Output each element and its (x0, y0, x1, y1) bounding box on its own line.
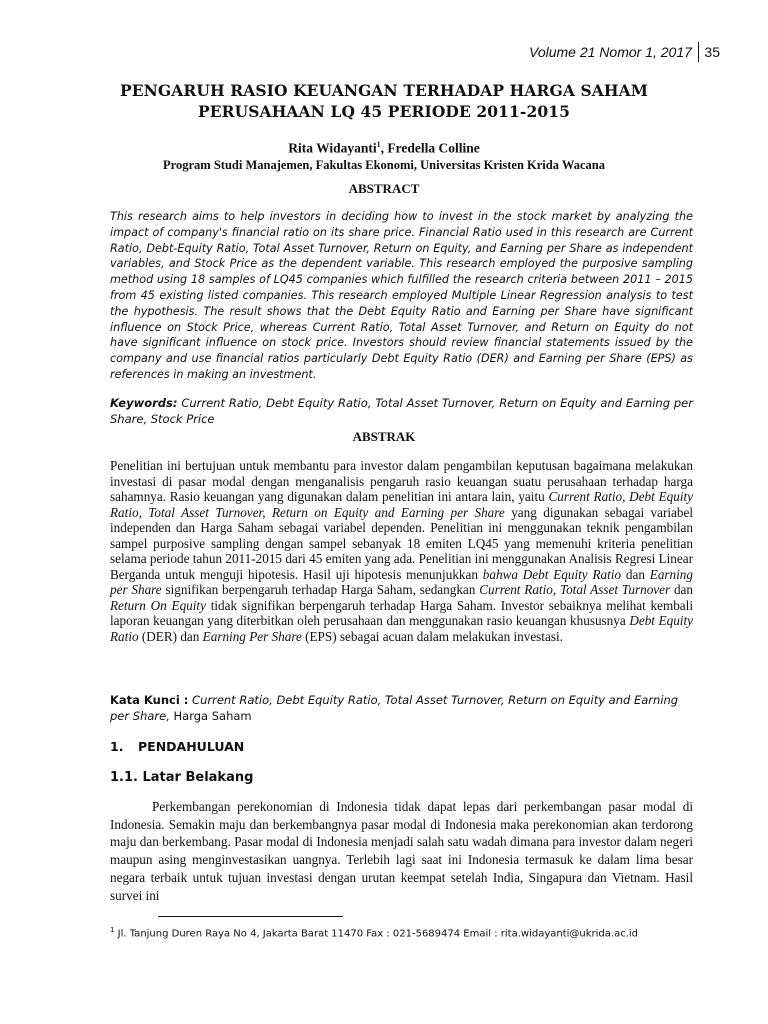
body-paragraph: Perkembangan perekonomian di Indonesia tidak dapat lepas dari perkembangan pasar modal di Indonesia. Semakin maju dan berkembangnya pasar modal di Indonesia maka perekonomian akan terdorong maju dan berkembang. Pasar modal di Indonesia menjadi salah satu wadah dimana para investor dalam negeri maupun asing menginvestasikan uangnya. Terlebih lagi saat ini Indonesia termasuk ke dalam lima besar negara terbaik untuk tujuan investasi dengan urutan keempat setelah India, Singapura dan Vietnam. Hasil survei ini (110, 799, 693, 903)
abstrak-text: (DER) dan (138, 628, 203, 644)
keywords-indonesian (110, 692, 693, 724)
abstract-english: This research aims to help investors in deciding how to invest in the stock market by analyzing the impact of company's financial ratio on its share price. Financial Ratio used in this research are Current Ratio, Debt-Equity Ratio, Total Asset Turnover, Return on Equity, and Earning per Share as independent variables, and Stock Price as the dependent variable. This research employed the purposive sampling method using 18 samples of LQ45 companies which fulfilled the research criteria between 2011 – 2015 from 45 existing listed companies. This research employed Multiple Linear Regression analysis to test the hypothesis. The result shows that the Debt Equity Ratio and Earning per Share have significant influence on Stock Price, whereas Current Ratio, Total Asset Turnover, and Return on Equity do not have significant influence on stock price. Investors should review financial statements issued by the company and use financial ratios particularly Debt Equity Ratio (DER) and Earning per Share (EPS) as references in making an investment. (110, 210, 693, 381)
abstrak-indonesian (110, 458, 693, 644)
keywords-list: Current Ratio, Debt Equity Ratio, Total Asset Turnover, Return on Equity and Earning per Share, Stock Price (110, 396, 693, 426)
abstrak-italic: Return On Equity (110, 597, 206, 613)
volume-info: Volume 21 Nomor 1, 2017 (529, 44, 692, 60)
abstrak-italic: bahwa Debt Equity Ratio (482, 566, 622, 582)
footnote (110, 926, 710, 939)
footnote-marker: 1 (376, 140, 381, 149)
keywords-english (110, 395, 693, 427)
author-1: Rita Widayanti (288, 140, 377, 156)
abstrak-text: Penelitian ini bertujuan untuk membantu para investor dalam pengambilan keputusan bagaimana melakukan investasi di pasar modal dengan menganalisis pengaruh rasio keuangan suatu perusahaan terhadap harga sahamnya. Rasio keuangan yang digunakan dalam penelitian ini antara lain, yaitu (110, 458, 693, 504)
section-title: PENDAHULUAN (138, 739, 245, 754)
abstrak-text: signifikan berpengaruh terhadap Harga Saham, sedangkan (161, 582, 480, 597)
kata-kunci-label: Kata Kunci : (110, 693, 189, 707)
abstrak-italic: Earning per Share (110, 566, 693, 597)
paper-title (80, 80, 688, 122)
abstrak-text: tidak signifikan berpengaruh terhadap Harga Saham. Investor sebaiknya melihat kembali laporan keuangan yang diterbitkan oleh perusahaan dan menggunakan rasio keuangan khususnya (110, 597, 693, 628)
affiliation: Program Studi Manajemen, Fakultas Ekonomi, Universitas Kristen Krida Wacana (163, 158, 605, 172)
subsection-heading: 1.1. Latar Belakang (110, 770, 254, 785)
abstrak-text: (EPS) sebagai acuan dalam melakukan investasi. (301, 628, 563, 644)
page-number: 35 (704, 44, 720, 60)
footnote-number: 1 (110, 926, 115, 934)
abstract-heading: ABSTRACT (348, 181, 420, 196)
abstrak-italic: Debt Equity Ratio (110, 613, 693, 644)
abstrak-italic: Current Ratio, Debt Equity Ratio, Total Asset Turnover, Return on Equity and Earning per Share (110, 489, 694, 520)
abstrak-italic: Current Ratio, Total Asset Turnover (479, 582, 671, 597)
abstrak-italic: Earning Per Share (202, 628, 302, 644)
kata-kunci-rest: Harga Saham (169, 709, 252, 723)
abstrak-text: yang digunakan sebagai variabel independen dan Harga Saham sebagai variabel dependen. Penelitian ini menggunakan teknik pengambilan sampel purposive sampling dengan sampel sebanyak 18 emiten LQ45 yang memenuhi kriteria penelitian selama periode tahun 2011-2015 dari 45 emiten yang ada. Penelitian ini menggunakan Analisis Regresi Linear Berganda untuk menguji hipotesis. Hasil uji hipotesis menunjukkan (110, 504, 694, 582)
kata-kunci-italic: Current Ratio, Debt Equity Ratio, Total Asset Turnover, Return on Equity and Earning per Share, (110, 693, 679, 723)
keywords-label: Keywords: (110, 396, 178, 410)
abstrak-text: dan (670, 582, 694, 597)
title-line-2: PERUSAHAAN LQ 45 PERIODE 2011-2015 (198, 102, 570, 121)
authors (80, 140, 688, 157)
abstrak-heading: ABSTRAK (352, 429, 416, 444)
footnote-text: Jl. Tanjung Duren Raya No 4, Jakarta Barat 11470 Fax : 021-5689474 Email : rita.widayanti@ukrida.ac.id (114, 928, 639, 940)
running-head (529, 42, 720, 62)
abstrak-text: dan (621, 566, 650, 582)
title-line-1: PENGARUH RASIO KEUANGAN TERHADAP HARGA SAHAM (119, 81, 649, 100)
section-heading-1 (110, 739, 244, 754)
section-number: 1. (110, 739, 124, 754)
footnote-rule (158, 916, 343, 917)
author-2: , Fredella Colline (380, 140, 480, 156)
